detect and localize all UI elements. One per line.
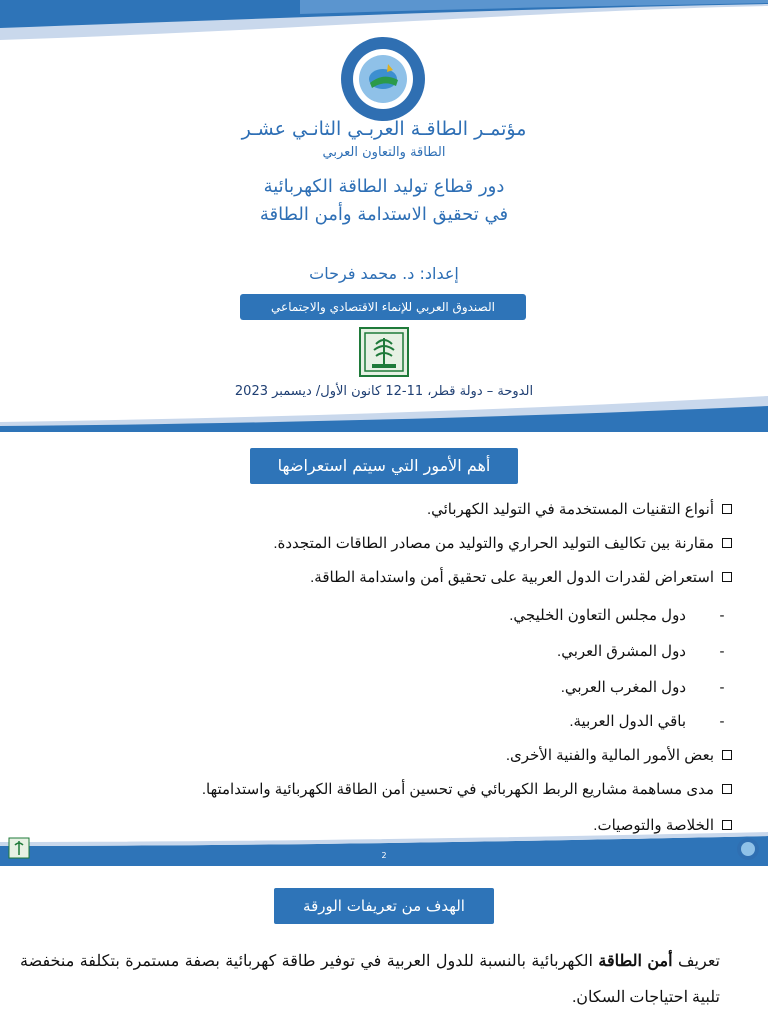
agenda-item-text: بعض الأمور المالية والفنية الأخرى. <box>505 747 714 764</box>
agenda-item <box>427 500 732 518</box>
agenda-item-text: باقي الدول العربية. <box>569 713 686 730</box>
agenda-item <box>557 642 732 660</box>
agenda-item-text: دول مجلس التعاون الخليجي. <box>509 607 686 624</box>
dash-bullet-icon: - <box>719 642 725 660</box>
agenda-item <box>310 568 732 586</box>
page-number: 2 <box>381 851 387 860</box>
author: إعداد: د. محمد فرحات <box>309 264 459 283</box>
agenda-item-text: استعراض لقدرات الدول العربية على تحقيق أمن واستدامة الطاقة. <box>310 569 714 586</box>
definition-paragraph <box>20 944 720 1016</box>
footer-conference-logo <box>736 837 760 861</box>
agenda-item <box>561 678 732 696</box>
paper-title-line1: دور قطاع توليد الطاقة الكهربائية <box>263 176 505 197</box>
agenda-item-text: الخلاصة والتوصيات. <box>593 817 714 834</box>
conference-subtitle: الطاقة والتعاون العربي <box>322 145 446 160</box>
conference-title: مؤتمـر الطاقـة العربـي الثانـي عشـر <box>241 118 527 140</box>
agenda-item <box>202 780 732 798</box>
para-bold-term: أمن الطاقة <box>598 953 673 970</box>
agenda-item <box>506 746 732 764</box>
slide3-top-line <box>0 866 768 874</box>
arab-fund-logo <box>358 326 410 378</box>
conference-logo <box>340 36 426 122</box>
dash-bullet-icon: - <box>719 712 725 730</box>
definition-heading: الهدف من تعريفات الورقة <box>274 888 494 924</box>
agenda-item-text: دول المشرق العربي. <box>557 643 686 660</box>
title-slide <box>0 0 768 432</box>
checkbox-bullet-icon <box>722 504 732 514</box>
agenda-item <box>273 534 732 552</box>
checkbox-bullet-icon <box>722 572 732 582</box>
agenda-item <box>509 606 732 624</box>
agenda-item <box>569 712 732 730</box>
para-rest: الكهربائية بالنسبة للدول العربية في توفير طاقة كهربائية بصفة مستمرة بتكلفة منخفضة تلبية احتياجات السكان. <box>20 953 720 1006</box>
definition-slide <box>0 866 768 1024</box>
agenda-item-text: مدى مساهمة مشاريع الربط الكهربائي في تحسين أمن الطاقة الكهربائية واستدامتها. <box>201 781 714 798</box>
checkbox-bullet-icon <box>722 820 732 830</box>
agenda-item <box>593 816 732 834</box>
agenda-item-text: أنواع التقنيات المستخدمة في التوليد الكهربائي. <box>426 501 714 518</box>
para-start: تعريف <box>672 953 721 970</box>
dash-bullet-icon: - <box>719 606 725 624</box>
checkbox-bullet-icon <box>722 784 732 794</box>
organization-bar: الصندوق العربي للإنماء الاقتصادي والاجتماعي <box>240 294 526 320</box>
footer-fund-logo <box>8 837 30 859</box>
agenda-item-text: دول المغرب العربي. <box>560 679 686 696</box>
checkbox-bullet-icon <box>722 538 732 548</box>
slide2-footer-wave <box>0 832 768 866</box>
top-wave-decoration <box>0 0 768 40</box>
paper-title-line2: في تحقيق الاستدامة وأمن الطاقة <box>259 204 509 225</box>
agenda-heading: أهم الأمور التي سيتم استعراضها <box>250 448 518 484</box>
dash-bullet-icon: - <box>719 678 725 696</box>
checkbox-bullet-icon <box>722 750 732 760</box>
agenda-item-text: مقارنة بين تكاليف التوليد الحراري والتوليد من مصادر الطاقات المتجددة. <box>273 535 714 552</box>
location-date: الدوحة – دولة قطر، 11-12 كانون الأول/ ديسمبر 2023 <box>234 384 534 399</box>
bottom-wave-decoration <box>0 396 768 432</box>
